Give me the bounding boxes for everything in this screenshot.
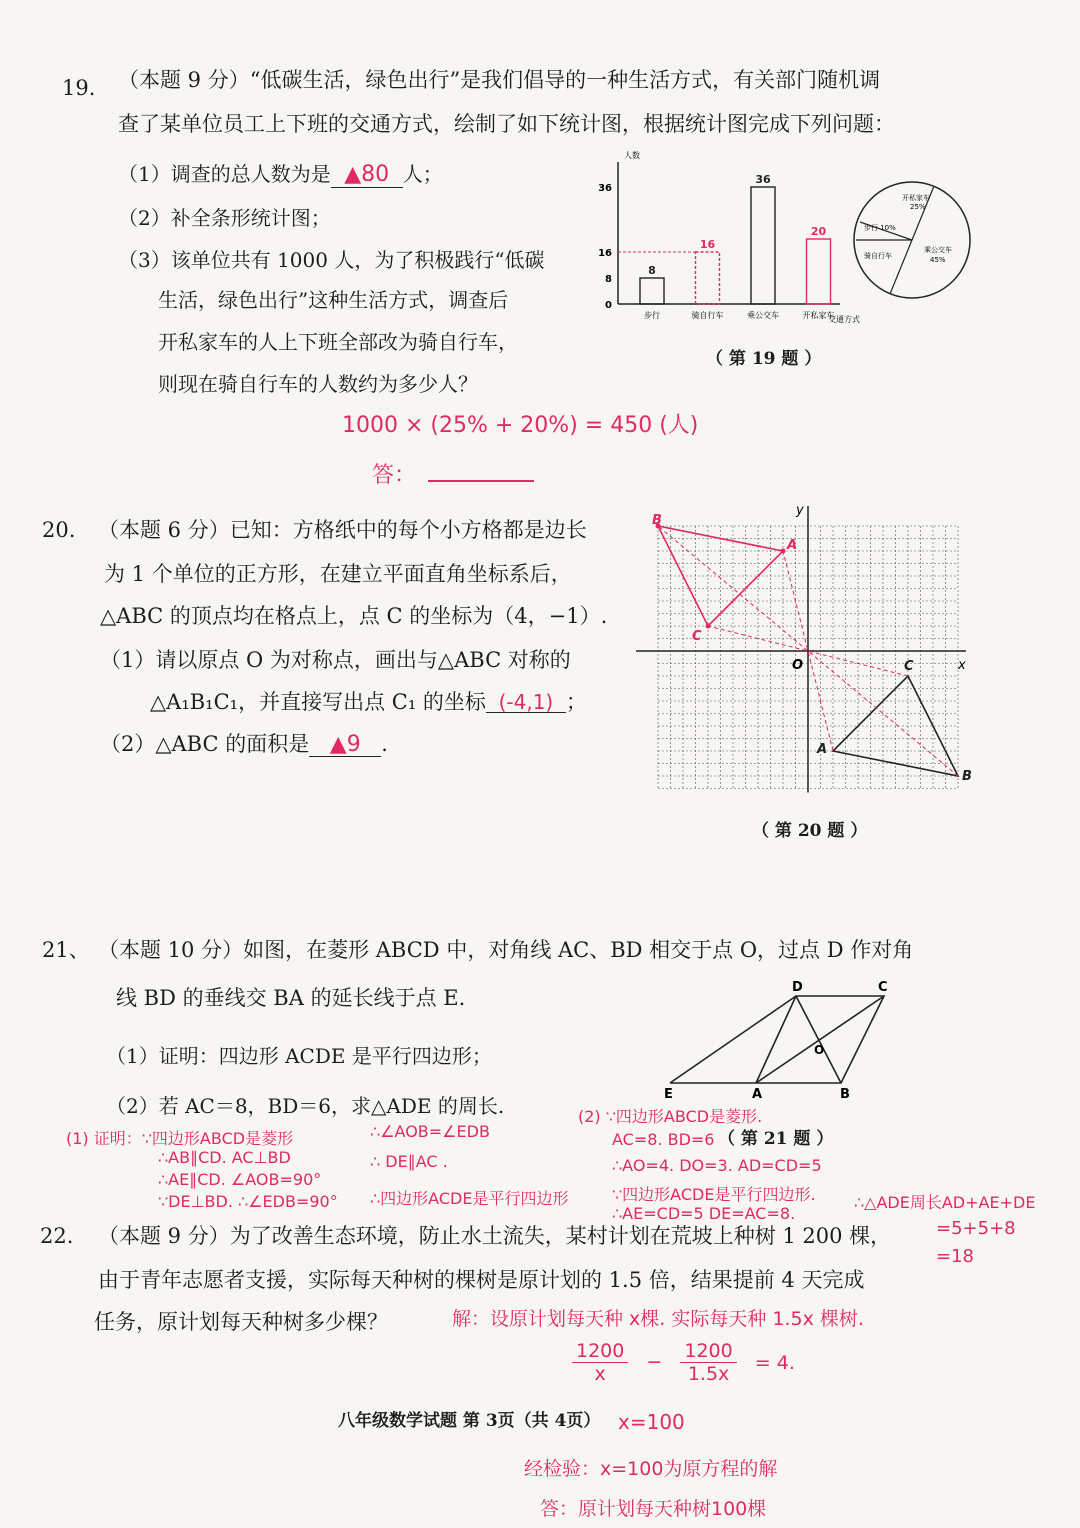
y-tick-label: 8 [605, 274, 612, 285]
q19-part3-line3: 开私家车的人上下班全部改为骑自行车， [158, 330, 518, 354]
bar-label: 8 [648, 264, 656, 277]
q21-hw-proof-r3: ∴四边形ACDE是平行四边形 [370, 1189, 569, 1208]
q21-number: 21、 [42, 938, 90, 962]
pie-label-car: 开私家车 [902, 194, 930, 202]
q19-part1: （1）调查的总人数为是 ▲80 人； [118, 162, 443, 187]
q20-area-answer: ▲9 [309, 734, 381, 757]
q20-grid-body [636, 503, 972, 793]
q19-part3-line4: 则现在骑自行车的人数约为多少人？ [158, 372, 478, 396]
q21-hw-part2-l4: ∵四边形ACDE是平行四边形. [612, 1185, 816, 1204]
q22-hw-solution: x=100 [618, 1410, 685, 1434]
q22-line3: 任务，原计划每天种树多少棵？ [94, 1310, 388, 1334]
q20-line2: 为 1 个单位的正方形，在建立平面直角坐标系后， [104, 562, 572, 586]
pie-pct-bus: 45% [930, 256, 946, 264]
q22-hw-answer: 答：原计划每天种树100棵 [540, 1498, 767, 1520]
q21-hw-perimeter-l1: ∴△ADE周长AD+AE+DE [854, 1193, 1036, 1212]
label-a1: A [787, 538, 798, 553]
q19-handwritten-calculation: 1000 × (25% + 20%) = 450 (人) [342, 413, 699, 438]
label-c: C [878, 980, 888, 995]
q20-line4: （1）请以原点 O 为对称点，画出与△ABC 对称的 [100, 648, 571, 672]
q21-rhombus-figure [656, 980, 906, 1105]
category-label: 乘公交车 [747, 311, 779, 320]
q19-line1: （本题 9 分）“低碳生活，绿色出行”是我们倡导的一种生活方式，有关部门随机调 [118, 68, 881, 92]
q21-hw-proof-l1: (1) 证明：∵四边形ABCD是菱形 [66, 1129, 294, 1148]
q21-line1: （本题 10 分）如图，在菱形 ABCD 中，对角线 AC、BD 相交于点 O，过点 D 作对角 [98, 938, 914, 962]
figure-outline [670, 996, 884, 1083]
q21-part1: （1）证明：四边形 ACDE 是平行四边形； [106, 1044, 492, 1068]
label-e: E [664, 1087, 673, 1102]
q22-hw-let: 解：设原计划每天种 x棵. 实际每天种 1.5x 棵树. [452, 1308, 864, 1330]
y-tick-label: 16 [598, 248, 612, 259]
bar-步行 [640, 278, 664, 304]
label-b1: B [652, 513, 662, 528]
pie-divider [890, 240, 912, 294]
label-b: B [962, 769, 972, 784]
q19-part2: （2）补全条形统计图； [118, 206, 331, 230]
q19-bar-chart [600, 148, 870, 333]
q20-line3: △ABC 的顶点均在格点上，点 C 的坐标为（4，−1）. [100, 604, 608, 628]
y-tick-label: 36 [598, 183, 612, 194]
q19-part1-answer: ▲80 [331, 162, 403, 188]
label-c1: C [692, 629, 702, 644]
label-b: B [840, 1087, 850, 1102]
q20-line5: △A₁B₁C₁，并直接写出点 C₁ 的坐标 (-4,1) ； [150, 690, 587, 714]
bar-乘公交车 [751, 187, 775, 304]
q19-bar-chart-body [598, 150, 860, 324]
y-tick-label: 0 [605, 300, 612, 311]
q21-hw-perimeter-l2: =5+5+8 [936, 1218, 1016, 1239]
q21-hw-part2-l1: (2) ∵四边形ABCD是菱形. [578, 1107, 763, 1126]
q21-hw-proof-l2: ∴AB∥CD. AC⊥BD [158, 1148, 291, 1167]
label-a: A [752, 1087, 763, 1102]
q20-number: 20. [42, 518, 76, 542]
vertex-dot [706, 624, 711, 629]
y-axis-label: y [796, 503, 804, 518]
q21-hw-part2-l3: ∴AO=4. DO=3. AD=CD=5 [612, 1156, 822, 1175]
x-axis-label: 交通方式 [828, 315, 860, 324]
q19-part3-line1: （3）该单位共有 1000 人，为了积极践行“低碳 [118, 248, 545, 272]
q22-line1: （本题 9 分）为了改善生态环境，防止水土流失，某村计划在荒坡上种树 1 200 棵， [98, 1224, 892, 1248]
q21-hw-proof-r1: ∴∠AOB=∠EDB [370, 1122, 490, 1141]
bar-骑自行车 [696, 252, 720, 304]
pie-label-walk: 步行 10% [864, 224, 896, 232]
pie-label-bus: 乘公交车 [924, 246, 952, 254]
category-label: 骑自行车 [691, 311, 724, 320]
q21-part2: （2）若 AC＝8，BD＝6，求△ADE 的周长. [106, 1094, 505, 1118]
q21-hw-proof-l3: ∴AE∥CD. ∠AOB=90° [158, 1170, 322, 1189]
category-label: 步行 [644, 311, 660, 320]
q19-caption: （ 第 19 题 ） [706, 349, 822, 369]
origin-label: O [792, 658, 804, 673]
q20-line1: （本题 6 分）已知：方格纸中的每个小方格都是边长 [98, 518, 587, 542]
page-footer: 八年级数学试题 第 3页（共 4页） [338, 1411, 601, 1431]
category-label: 开私家车 [802, 311, 835, 320]
q22-hw-check: 经检验：x=100为原方程的解 [524, 1458, 778, 1480]
label-c: C [904, 659, 914, 674]
q22-line2: 由于青年志愿者支援，实际每天种树的棵树是原计划的 1.5 倍，结果提前 4 天完成 [98, 1268, 865, 1292]
q19-part3-line2: 生活，绿色出行”这种生活方式，调查后 [158, 288, 509, 312]
q19-line2: 查了某单位员工上下班的交通方式，绘制了如下统计图，根据统计图完成下列问题： [118, 112, 895, 136]
label-a: A [817, 742, 828, 757]
pie-pct-car: 25% [910, 203, 926, 211]
q21-line2: 线 BD 的垂线交 BA 的延长线于点 E. [116, 986, 466, 1010]
vertex-dot [781, 549, 786, 554]
bar-开私家车 [807, 239, 831, 304]
q20-c1-answer: (-4,1) [486, 692, 566, 713]
q19-pie-chart [850, 178, 975, 303]
bar-label: 16 [699, 238, 716, 251]
diagonal-bd [796, 996, 841, 1083]
bar-label: 36 [755, 173, 771, 186]
q20-coordinate-grid [636, 500, 976, 800]
q19-handwritten-answer: 答： [372, 458, 534, 489]
y-axis-label: 人数 [624, 151, 640, 160]
q21-hw-part2-l5: ∴AE=CD=5 DE=AC=8. [612, 1204, 796, 1223]
q21-hw-part2-l2: AC=8. BD=6 [612, 1130, 715, 1149]
q22-hw-equation: $\frac{1200}{x}$ − $\frac{1200}{1.5x}$ = 4. [572, 1340, 795, 1385]
pie-label-bike: 骑自行车 [864, 252, 892, 260]
q21-caption: （ 第 21 题 ） [718, 1129, 834, 1149]
label-d: D [792, 980, 803, 995]
bar-label: 20 [810, 225, 827, 238]
q20-line6: （2）△ABC 的面积是 ▲9 . [100, 732, 388, 757]
q22-number: 22. [40, 1224, 74, 1248]
q21-hw-perimeter-l3: =18 [936, 1246, 974, 1267]
q19-number: 19. [62, 76, 96, 100]
q21-hw-proof-r2: ∴ DE∥AC . [370, 1152, 448, 1171]
x-axis-label: x [958, 658, 966, 673]
q20-caption: （ 第 20 题 ） [752, 821, 868, 841]
q21-hw-proof-l4: ∵DE⊥BD. ∴∠EDB=90° [158, 1192, 338, 1211]
label-o: O [814, 1043, 825, 1057]
